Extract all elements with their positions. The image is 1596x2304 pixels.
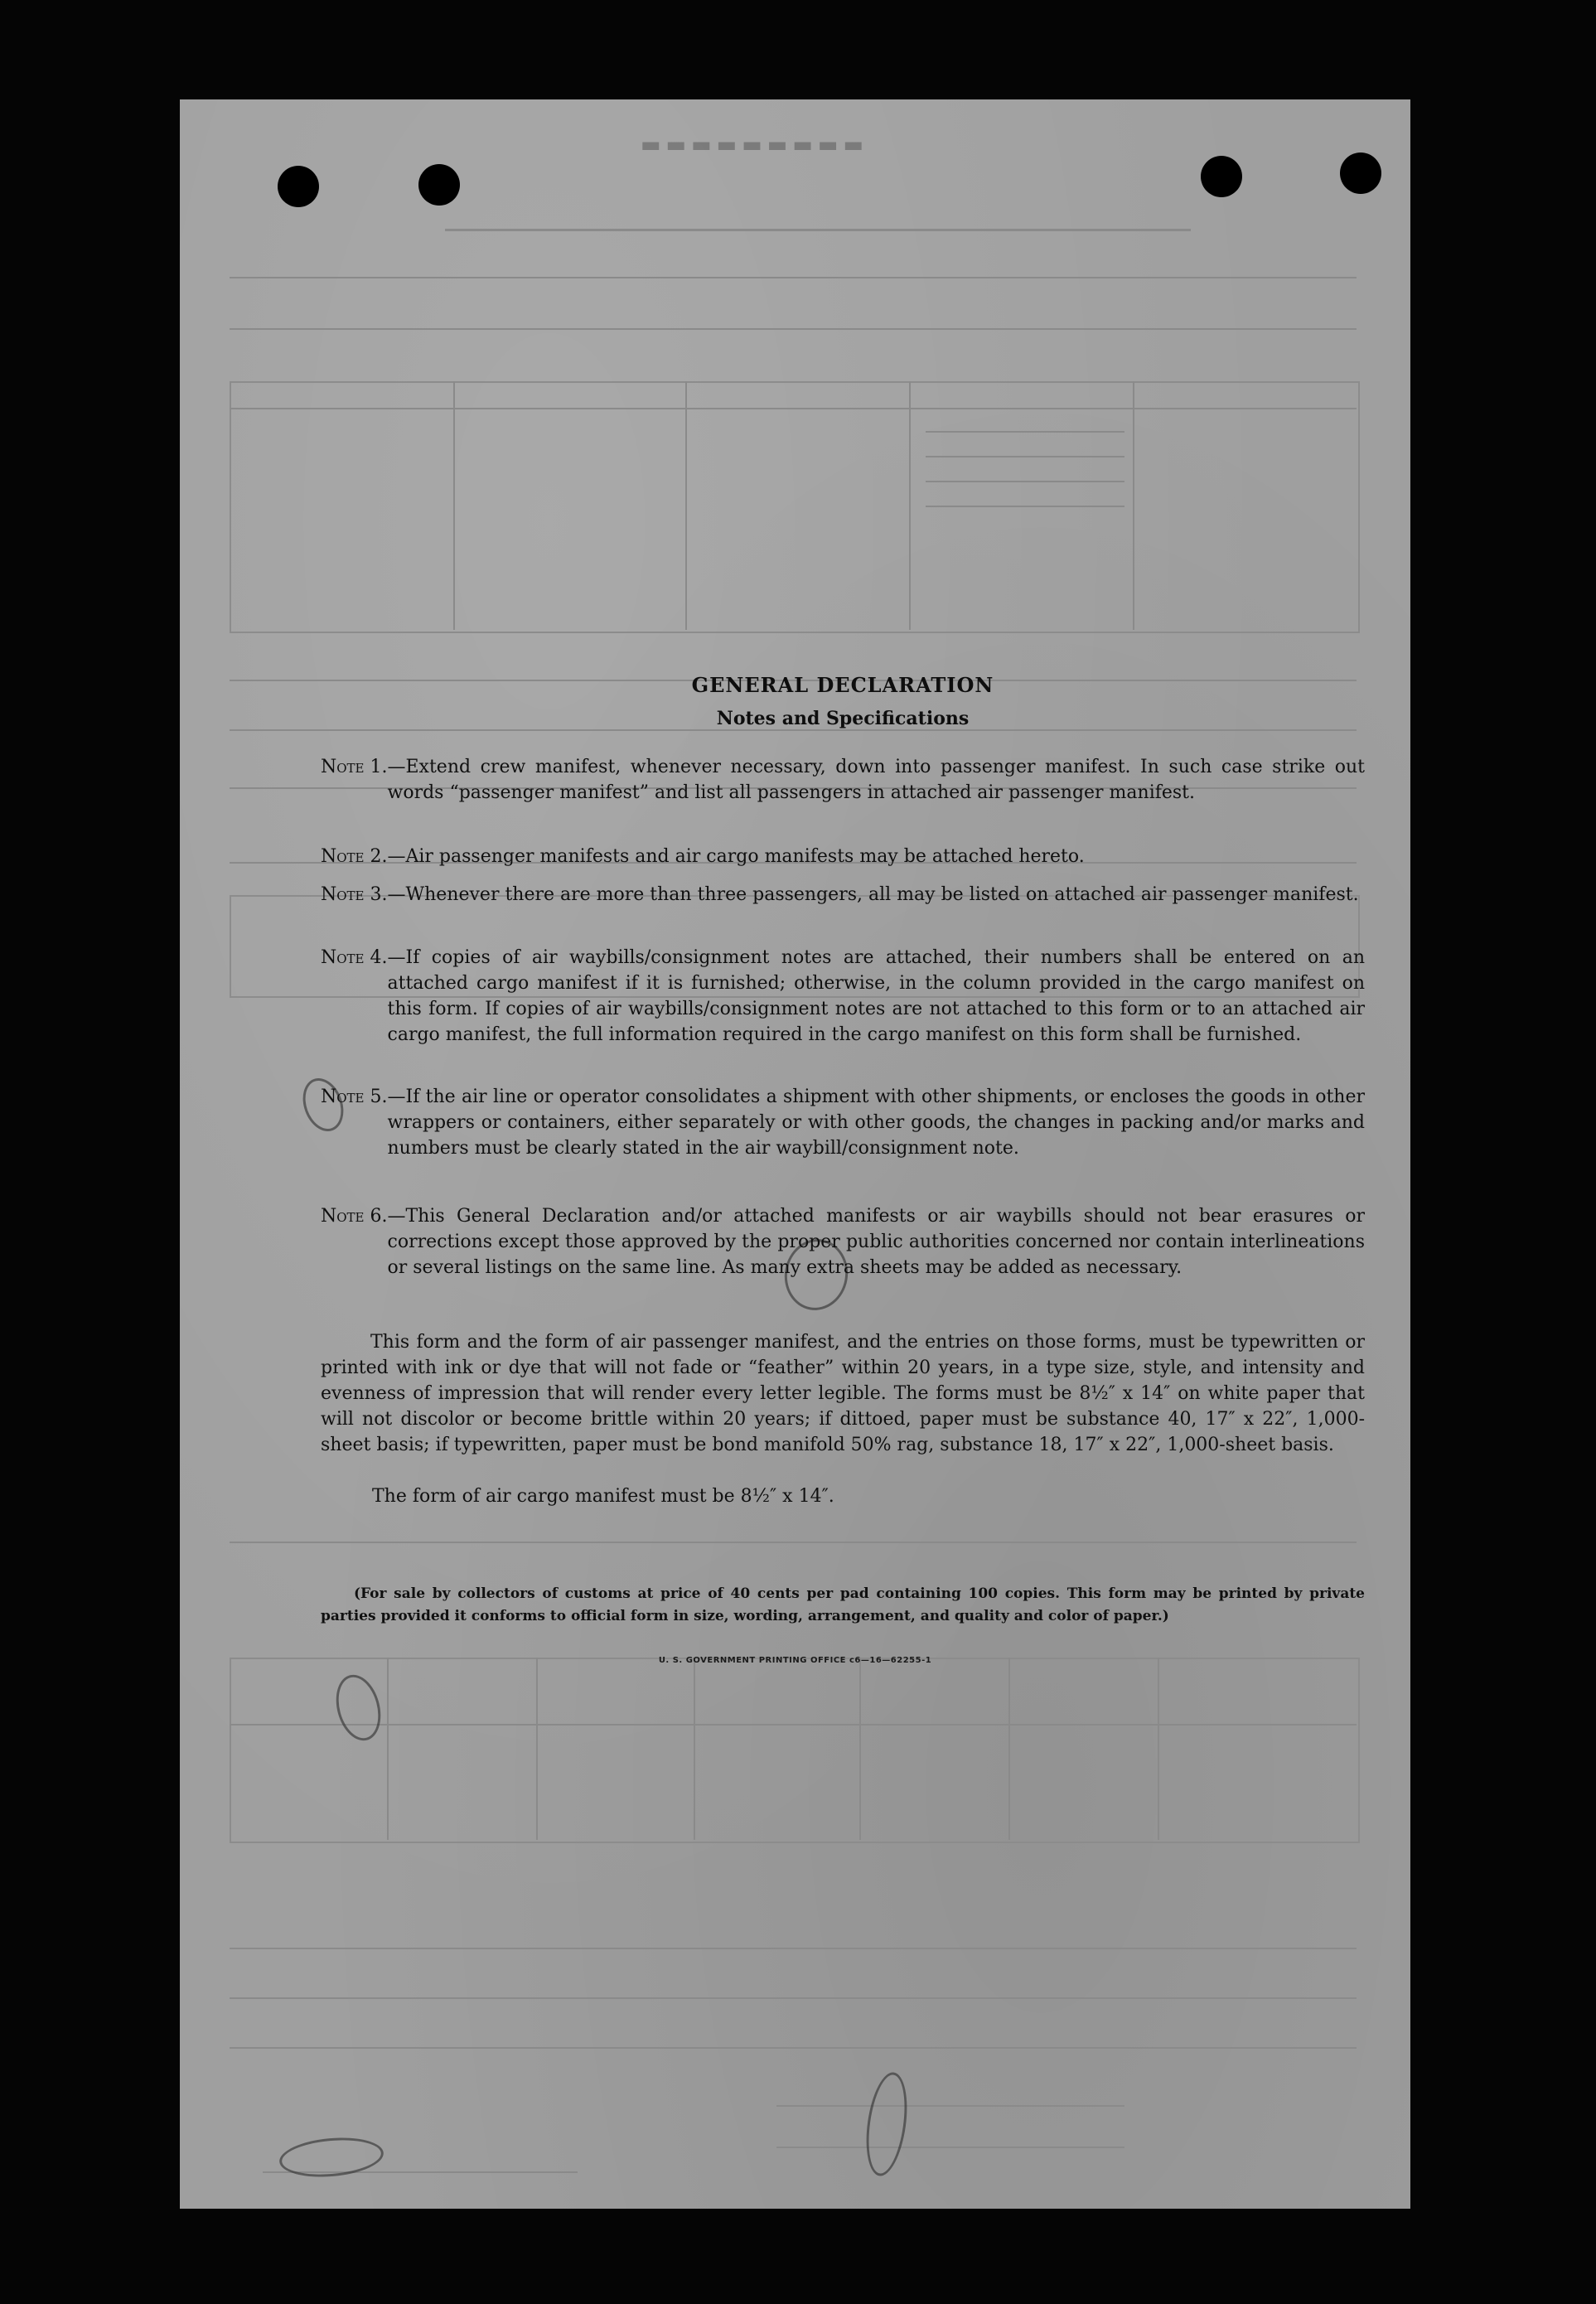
form-subtitle: Notes and Specifications: [716, 708, 970, 729]
printer-line: U. S. GOVERNMENT PRINTING OFFICE c6—16—62255-1: [658, 1656, 932, 1665]
note-text: —Air passenger manifests and air cargo manifests may be attached hereto.: [387, 846, 1085, 867]
note-text: —If the air line or operator consolidates a shipment with other shipments, or encloses the goods in other wrappers or containers, either separately or with other goods, the changes in packing and/or marks and numbers must be clearly stated in the air waybill/consignment note.: [387, 1087, 1365, 1159]
note-3: [321, 882, 1365, 908]
sale-notice: (For sale by collectors of customs at price of 40 cents per pad containing 100 copies. This form may be printed by private parties provided it conforms to official form in size, wording, arrangement, and quality and color of paper.): [321, 1585, 1365, 1624]
note-2: [321, 844, 1365, 869]
note-text: —Whenever there are more than three passengers, all may be listed on attached air passenger manifest.: [387, 884, 1359, 905]
punch-hole-3: [1201, 156, 1242, 197]
note-5: [321, 1084, 1365, 1161]
note-label: Note 3.: [321, 884, 388, 905]
note-4: [321, 945, 1365, 1048]
note-label: Note 1.: [321, 757, 388, 777]
handwritten-mark-4: [860, 2069, 912, 2178]
punch-hole-4: [1340, 152, 1381, 194]
form-title: GENERAL DECLARATION: [691, 673, 994, 697]
note-text: —This General Declaration and/or attached manifests or air waybills should not bear erasures or corrections except those approved by the proper public authorities concerned nor contain interlineations or several listings on the same line. As many extra sheets may be added as necessary.: [387, 1206, 1365, 1278]
handwritten-mark-5: [278, 2134, 385, 2181]
note-label: Note 6.: [321, 1206, 388, 1227]
note-1: [321, 754, 1365, 806]
note-label: Note 5.: [321, 1087, 388, 1107]
cargo-manifest-size-note: The form of air cargo manifest must be 8½″ x 14″.: [372, 1486, 834, 1507]
note-label: Note 4.: [321, 947, 388, 968]
document-sheet: ▬▬▬▬▬▬▬▬▬ GENERAL DECLARATION Notes and Specifications Note 1. —Extend crew manifest, whenever necessary, down into passenger manifest. In such case strike out words “passenger manifest” and list all passengers in attached air passenger manifest. Note 2. —Air passenger manifests and air cargo manifests may be attached hereto. Note 3. —Whenever there are more than three passengers, all may be listed on attached air passenger manifest. Note 4. —If copies of air waybills/consignment notes are attached, their numbers shall be entered on an attached cargo manifest if it is furnished; otherwise, in the column provided in the cargo manifest on this form. If copies of air waybills/consignment notes are not attached to this form or to an attached air cargo manifest, the full information required in the cargo manifest on this form shall be furnished. Note 5. —If the air line or operator consolidates a shipment with other shipments, or encloses the goods in other wrappers or containers, either separately or with other goods, the changes in packing and/or marks and numbers must be clearly stated in the air waybill/consignment note. Note 6. —This General Declaration and/or attached manifests or air waybills should not bear erasures or corrections except those approved by the proper public authorities concerned nor contain interlineations or several listings on the same line. As many extra sheets may be added as necessary. This form and the form of air passenger manifest, and the entries on those forms, must be typewritten or printed with ink or dye that will not fade or “feather” within 20 years, in a type size, style, and intensity and evenness of impression that will render every letter legible. The forms must be 8½″ x 14″ on white paper that will not discolor or become brittle within 20 years; if dittoed, paper must be substance 40, 17″ x 22″, 1,000-sheet basis; if typewritten, paper must be bond manifold 50% rag, substance 18, 17″ x 22″, 1,000-sheet basis. The form of air cargo manifest must be 8½″ x 14″. (For sale by collectors of customs at price of 40 cents per pad containing 100 copies. This form may be printed by private parties provided it conforms to official form in size, wording, arrangement, and quality and color of paper.) U. S. GOVERNMENT PRINTING OFFICE c6—16—62255-1: [180, 99, 1410, 2209]
note-label: Note 2.: [321, 846, 388, 867]
note-text: —If copies of air waybills/consignment notes are attached, their numbers shall be entered on an attached cargo manifest if it is furnished; otherwise, in the column provided in the cargo manifest on this form. If copies of air waybills/consignment notes are not attached to this form or to an attached air cargo manifest, the full information required in the cargo manifest on this form shall be furnished.: [387, 947, 1365, 1045]
note-6: [321, 1203, 1365, 1280]
punch-hole-2: [418, 164, 460, 206]
specification-paragraph: This form and the form of air passenger manifest, and the entries on those forms, must be typewritten or printed with ink or dye that will not fade or “feather” within 20 years, in a type size, style, and intensity and evenness of impression that will render every letter legible. The forms must be 8½″ x 14″ on white paper that will not discolor or become brittle within 20 years; if dittoed, paper must be substance 40, 17″ x 22″, 1,000-sheet basis; if typewritten, paper must be bond manifold 50% rag, substance 18, 17″ x 22″, 1,000-sheet basis.: [321, 1332, 1365, 1455]
punch-hole-1: [278, 166, 319, 207]
note-text: —Extend crew manifest, whenever necessary, down into passenger manifest. In such case strike out words “passenger manifest” and list all passengers in attached air passenger manifest.: [387, 757, 1365, 803]
